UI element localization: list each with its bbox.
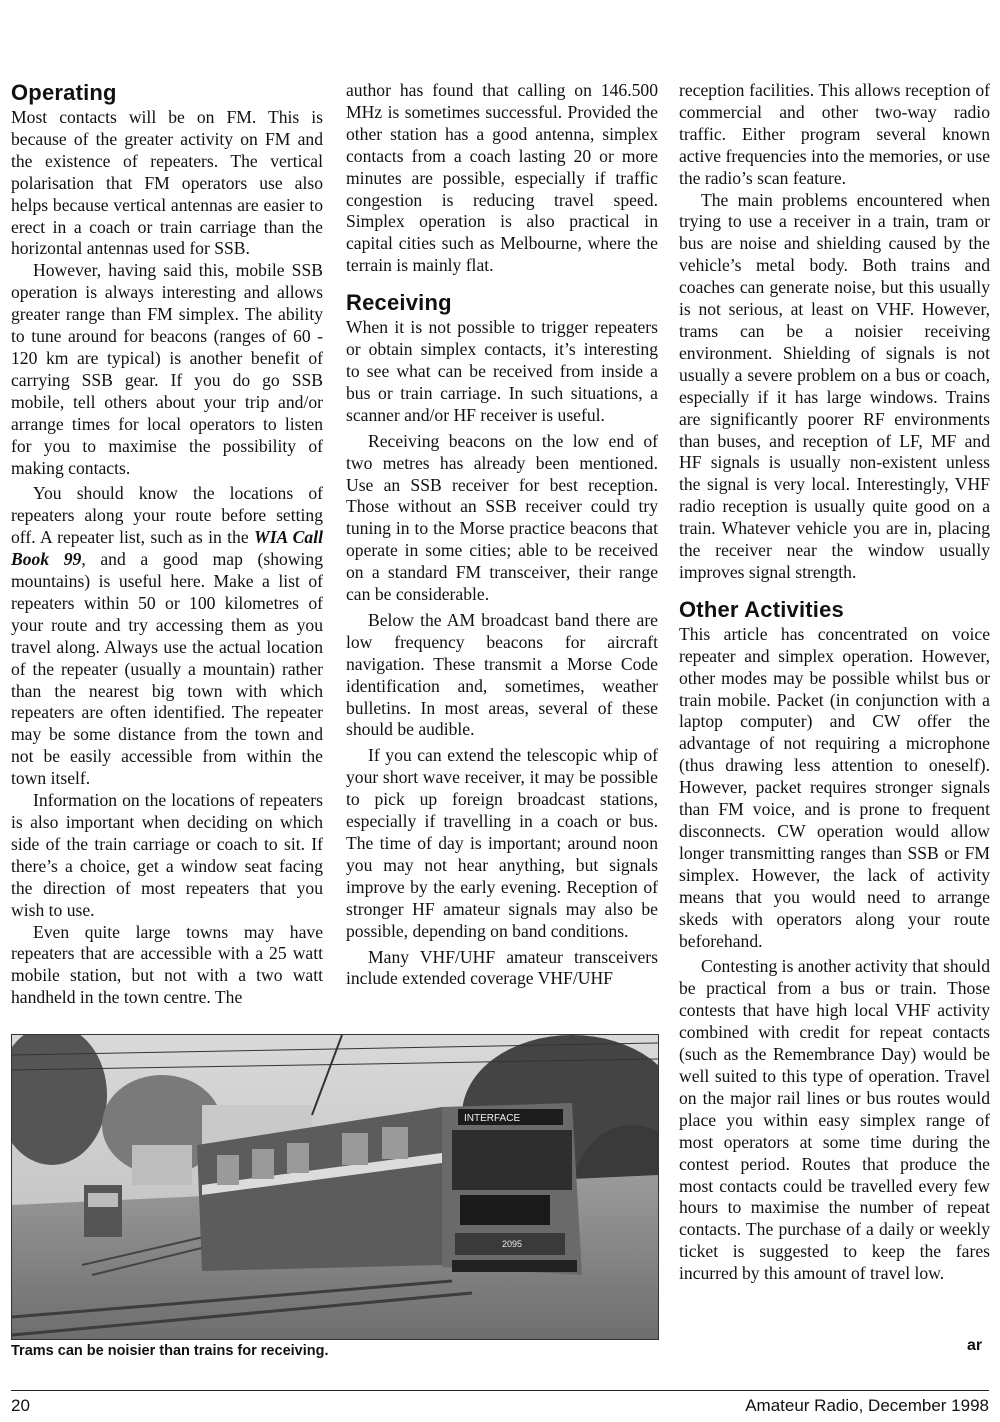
tram-number: 2095 <box>502 1239 523 1249</box>
paragraph: If you can extend the telescopic whip of your short wave receiver, it may be possible to pick up foreign broadcast stations, especially if travelling in a coach or bus. The time of day is important; around noon you may not hear anything, but signals improve by the early evening. Reception of stronger HF amateur signals may also be possible, depending on band conditions. <box>346 745 658 941</box>
paragraph: Even quite large towns may have repeaters that are accessible with a 25 watt mobile station, but not with a two watt handheld in the town centre. The <box>11 921 323 1008</box>
photo-caption: Trams can be noisier than trains for receiving. <box>11 1343 329 1359</box>
paragraph: Many VHF/UHF amateur transceivers include extended coverage VHF/UHF <box>346 946 658 989</box>
column-1 <box>11 80 323 1009</box>
column-2 <box>346 80 658 990</box>
paragraph: author has found that calling on 146.500 MHz is sometimes successful. Provided the other station has a good antenna, simplex contacts from a coach lasting 20 or more minutes are possible, especially if traffic congestion is reducing travel speed. Simplex operation is also practical in capital cities such as Melbourne, where the terrain is mainly flat. <box>346 80 658 276</box>
paragraph: This article has concentrated on voice repeater and simplex operation. However, other modes may be possible whilst bus or train mobile. Packet (in conjunction with a laptop computer) and CW offer the advantage of not requiring a microphone (thus drawing less attention to oneself). However, packet requires stronger signals than FM voice, and is prone to frequent disconnects. CW operation would allow longer transmitting ranges than SSB or FM simplex. However, the lack of activity means that you would need to arrange skeds with operators along your route beforehand. <box>679 623 990 951</box>
destination-sign: INTERFACE <box>464 1113 521 1124</box>
publication-title: Amateur Radio, December 1998 <box>745 1396 989 1415</box>
paragraph: Information on the locations of repeaters is also important when deciding on which side of the train carriage or coach to sit. If there’s a choice, get a window seat facing the direction of most repeaters that you wish to use. <box>11 790 323 920</box>
paragraph-text: You should know the locations of repeaters along your route before setting off. A repeater list, such as in the <box>11 483 323 548</box>
tram-photo <box>11 1034 659 1340</box>
paragraph-text: , and a good map (showing mountains) is useful here. Make a list of repeaters within 50 or 100 kilometres of your route and try accessing them as you travel along. Always use the actual location of the repeater (usually a mountain) rather than the nearest big town with which repeaters are often identified. The repeater may be some distance from the town and not be easily accessible from within the town itself. <box>11 549 323 789</box>
page-number: 20 <box>11 1396 30 1415</box>
heading-other-activities: Other Activities <box>679 596 844 622</box>
paragraph <box>11 483 323 790</box>
paragraph: Below the AM broadcast band there are low frequency beacons for aircraft navigation. These transmit a Morse Code identification and, sometimes, weather bulletins. In most areas, several of these should be audible. <box>346 609 658 740</box>
paragraph: When it is not possible to trigger repeaters or obtain simplex contacts, it’s interesting to see what can be received from inside a bus or train carriage. In such situations, a scanner and/or HF receiver is useful. <box>346 317 658 425</box>
paragraph: reception facilities. This allows reception of commercial and other two-way radio traffic. Either program several known active frequencies into the memories, or use the radio’s scan feature. <box>679 80 990 188</box>
paragraph: The main problems encountered when trying to use a receiver in a train, tram or bus are noise and shielding caused by the vehicle’s metal body. Both trains and coaches can generate noise, but this usually is not serious, at least on VHF. However, trams can be a noisier receiving environment. Shielding of signals is not usually a severe problem on a bus or coach, especially if it has large windows. Trains are significantly poorer RF environments than buses, and reception of LF, MF and HF signals is usually non-existent unless the signal is very local. Interestingly, VHF radio reception is usually quite good on a train. Whatever vehicle you are in, placing the receiver near the window usually improves signal strength. <box>679 189 990 582</box>
paragraph: Receiving beacons on the low end of two metres has already been mentioned. Use an SSB receiver for best reception. Those without an SSB receiver could try tuning in to the Morse practice beacons that operate in some cities; able to be received on a standard FM transceiver, their range can be considerable. <box>346 430 658 605</box>
heading-operating: Operating <box>11 80 117 105</box>
heading-receiving: Receiving <box>346 290 452 316</box>
paragraph: Most contacts will be on FM. This is because of the greater activity on FM and the existence of repeaters. The vertical polarisation that FM operators use also helps because vertical antennas are easier to erect in a coach or train carriage than the horizontal antennas used for SSB. <box>11 107 323 259</box>
column-3 <box>679 80 990 1285</box>
paragraph: However, having said this, mobile SSB operation is always interesting and allows greater range than FM simplex. The ability to tune around for beacons (ranges of 60 - 120 km are typical) is another benefit of carrying SSB gear. If you do go SSB mobile, tell others about your trip and/or arrange times for local operators to listen for you to maximise the possibility of making contacts. <box>11 260 323 478</box>
footer-rule <box>11 1390 989 1391</box>
paragraph: Contesting is another activity that should be practical from a bus or train. Those contests that have high local VHF activity combined with credit for repeat contacts (such as the Remembrance Day) would be well suited to this type of operation. Travel on the major rail lines or bus routes would place you within easy simplex range of most operators at some time during the contest period. Routes that produce the most contacts could be travelled every few hours to maximise the number of repeat contacts. The purchase of a daily or weekly ticket is suggested to keep the fares incurred by this amount of travel low. <box>679 956 990 1284</box>
tram-illustration <box>12 1035 658 1339</box>
end-mark: ar <box>967 1337 983 1354</box>
book-title: WIA Call Book 99 <box>11 527 323 570</box>
